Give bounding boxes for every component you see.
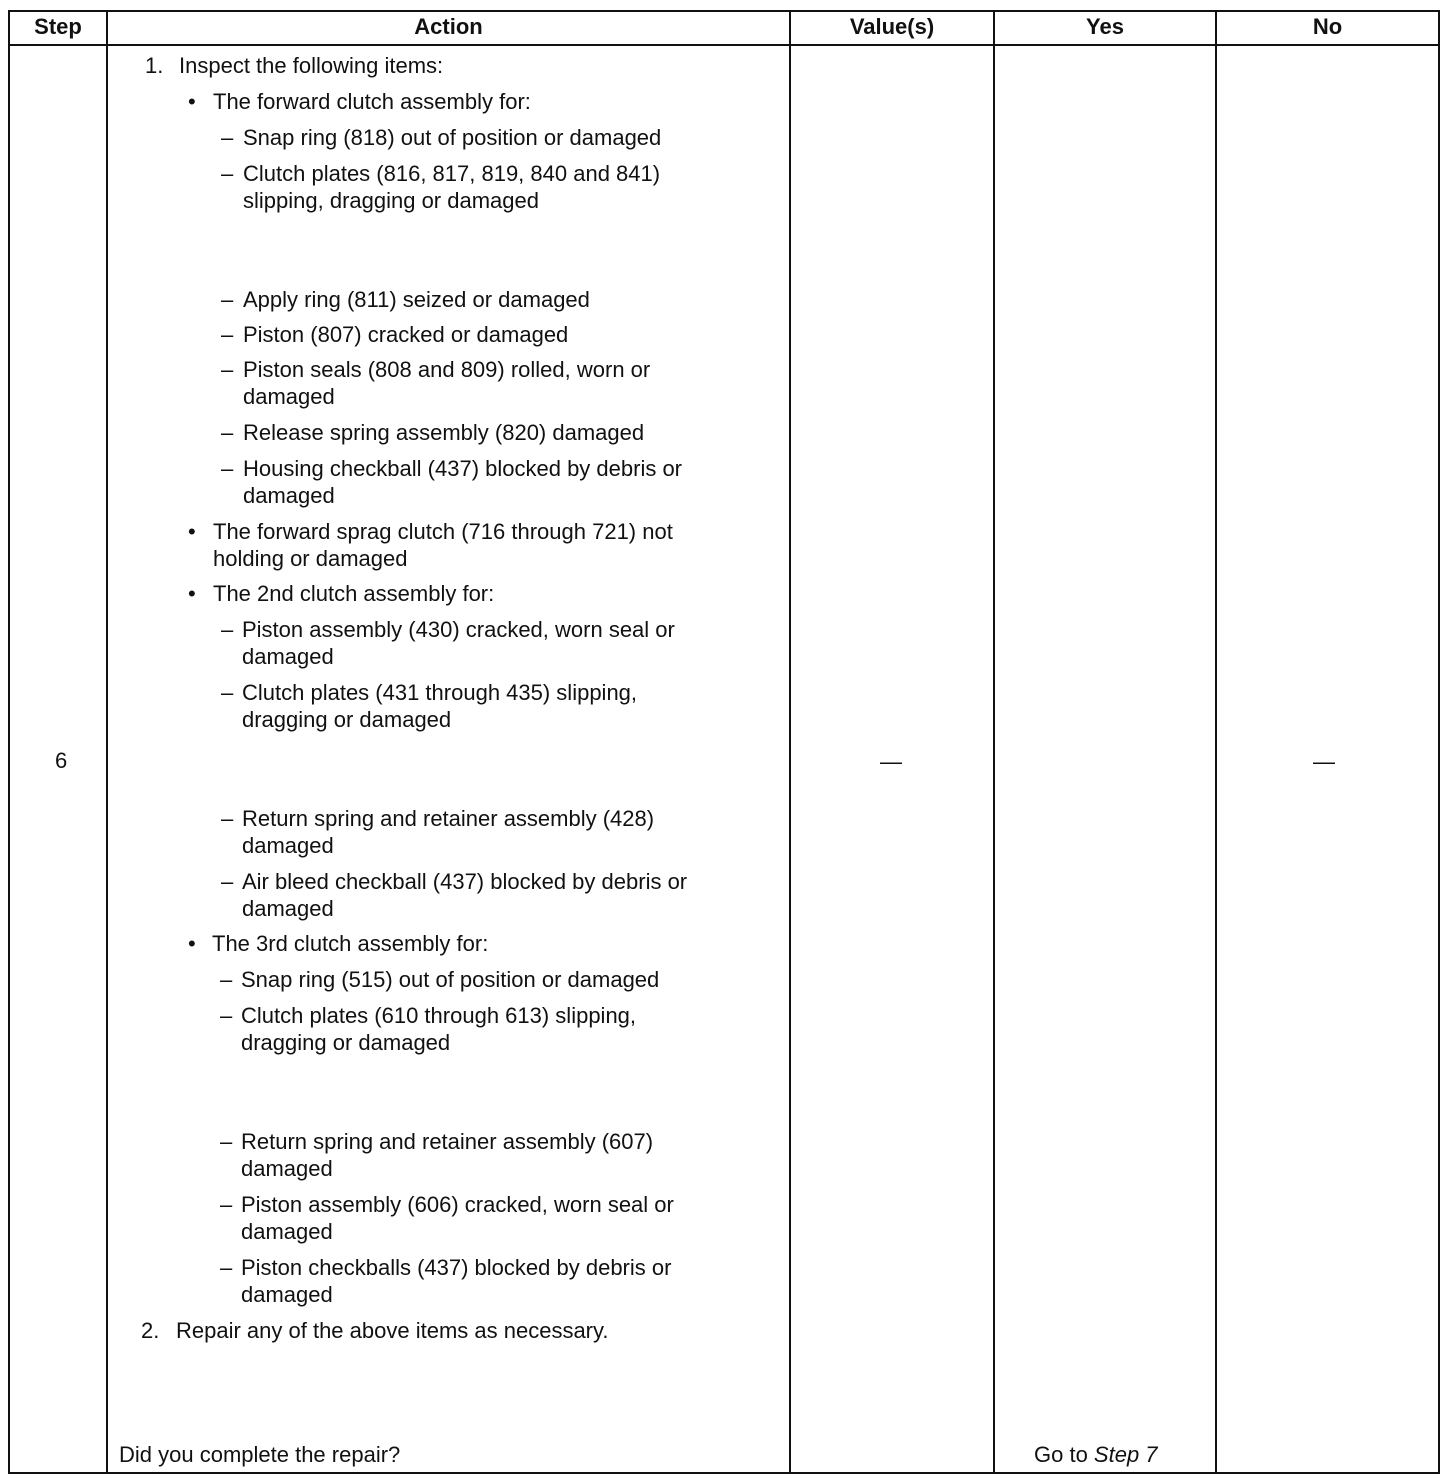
list-item: Repair any of the above items as necessary. xyxy=(176,1318,609,1343)
yes-cell xyxy=(1034,1441,1158,1468)
list-item: Housing checkball (437) blocked by debris or xyxy=(243,456,683,481)
dash-icon: – xyxy=(221,322,234,347)
dash-icon: – xyxy=(221,680,234,705)
dash-icon: – xyxy=(220,967,233,992)
list-item: Piston assembly (430) cracked, worn seal or xyxy=(242,617,675,642)
yes-step-link: Step 7 xyxy=(1093,1442,1158,1467)
header-step: Step xyxy=(34,14,82,39)
dash-icon: – xyxy=(221,420,234,445)
dash-icon: – xyxy=(220,1129,233,1154)
dash-icon: – xyxy=(221,161,234,186)
list-item: Air bleed checkball (437) blocked by debris or xyxy=(242,869,688,894)
header-divider xyxy=(8,44,1440,46)
list-item: Release spring assembly (820) damaged xyxy=(243,420,645,445)
list-number: 1. xyxy=(145,53,164,78)
list-item: Piston seals (808 and 809) rolled, worn or xyxy=(243,357,651,382)
list-item: Return spring and retainer assembly (607) xyxy=(241,1129,654,1154)
list-item: The 3rd clutch assembly for: xyxy=(212,931,489,956)
dash-icon: – xyxy=(221,869,234,894)
list-item: Piston checkballs (437) blocked by debris or xyxy=(241,1255,672,1280)
list-item: damaged xyxy=(242,833,334,858)
column-divider xyxy=(993,10,995,1474)
list-item: Inspect the following items: xyxy=(179,53,444,78)
list-item: Return spring and retainer assembly (428) xyxy=(242,806,655,831)
list-item: Clutch plates (431 through 435) slipping, xyxy=(242,680,638,705)
header-yes: Yes xyxy=(1086,14,1124,39)
column-divider xyxy=(106,10,108,1474)
bullet-icon: • xyxy=(188,931,196,956)
header-action: Action xyxy=(414,14,483,39)
list-item: Piston assembly (606) cracked, worn seal or xyxy=(241,1192,674,1217)
list-item: Apply ring (811) seized or damaged xyxy=(243,287,590,312)
list-item: slipping, dragging or damaged xyxy=(243,188,539,213)
no-cell: — xyxy=(1313,749,1335,774)
bullet-icon: • xyxy=(188,519,196,544)
list-item: The forward sprag clutch (716 through 721) not xyxy=(213,519,673,544)
list-item: damaged xyxy=(241,1156,333,1181)
yes-prefix: Go to xyxy=(1034,1442,1094,1467)
values-cell: — xyxy=(880,749,902,774)
column-divider xyxy=(1215,10,1217,1474)
list-item: damaged xyxy=(242,644,334,669)
list-item: damaged xyxy=(242,896,334,921)
bullet-icon: • xyxy=(188,89,196,114)
step-number: 6 xyxy=(55,748,68,773)
list-item: Piston (807) cracked or damaged xyxy=(243,322,569,347)
dash-icon: – xyxy=(221,357,234,382)
repair-question: Did you complete the repair? xyxy=(119,1442,401,1467)
list-item: The forward clutch assembly for: xyxy=(213,89,531,114)
dash-icon: – xyxy=(221,456,234,481)
list-item: Snap ring (515) out of position or damaged xyxy=(241,967,660,992)
list-item: dragging or damaged xyxy=(242,707,452,732)
header-values: Value(s) xyxy=(849,14,935,39)
list-item: holding or damaged xyxy=(213,546,408,571)
list-item: damaged xyxy=(241,1282,333,1307)
bullet-icon: • xyxy=(188,581,196,606)
header-no: No xyxy=(1312,14,1343,39)
list-item: Snap ring (818) out of position or damaged xyxy=(243,125,662,150)
dash-icon: – xyxy=(221,806,234,831)
list-item: damaged xyxy=(243,384,335,409)
list-number: 2. xyxy=(141,1318,160,1343)
list-item: Clutch plates (610 through 613) slipping, xyxy=(241,1003,637,1028)
dash-icon: – xyxy=(221,287,234,312)
list-item: dragging or damaged xyxy=(241,1030,451,1055)
dash-icon: – xyxy=(220,1003,233,1028)
column-divider xyxy=(789,10,791,1474)
list-item: damaged xyxy=(243,483,335,508)
dash-icon: – xyxy=(221,125,234,150)
dash-icon: – xyxy=(220,1192,233,1217)
list-item: damaged xyxy=(241,1219,333,1244)
list-item: The 2nd clutch assembly for: xyxy=(213,581,495,606)
dash-icon: – xyxy=(220,1255,233,1280)
list-item: Clutch plates (816, 817, 819, 840 and 841) xyxy=(243,161,661,186)
dash-icon: – xyxy=(221,617,234,642)
